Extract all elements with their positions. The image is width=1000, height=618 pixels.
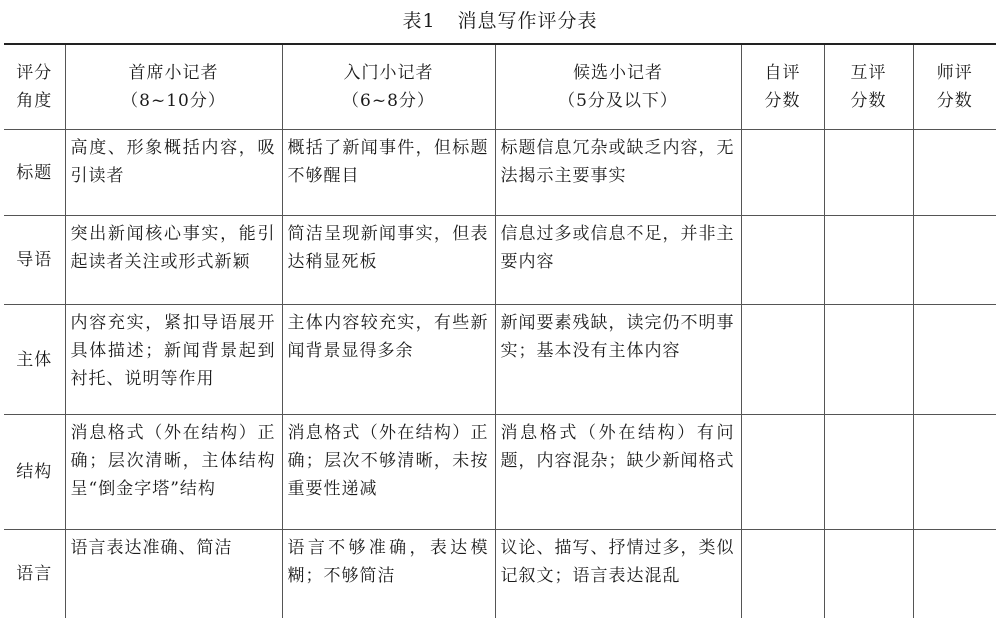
entry-criteria: 概括了新闻事件，但标题不够醒目 xyxy=(282,130,495,216)
table-row xyxy=(4,305,996,415)
header-chief-reporter: 首席小记者 （8~10分） xyxy=(65,44,282,130)
chief-criteria: 内容充实，紧扣导语展开具体描述；新闻背景起到衬托、说明等作用 xyxy=(65,305,282,415)
header-peer-score: 互评 分数 xyxy=(824,44,913,130)
chief-criteria: 语言表达准确、简洁 xyxy=(65,530,282,618)
header-self-score: 自评 分数 xyxy=(741,44,824,130)
table-row xyxy=(4,530,996,618)
table-row xyxy=(4,415,996,530)
teacher-score-cell xyxy=(913,415,996,530)
scoring-table xyxy=(4,43,996,618)
header-aspect: 评分 角度 xyxy=(4,44,65,130)
header-candidate-reporter: 候选小记者 （5分及以下） xyxy=(495,44,741,130)
teacher-score-cell xyxy=(913,305,996,415)
table-number: 表1 xyxy=(402,10,435,32)
teacher-score-cell xyxy=(913,130,996,216)
entry-criteria: 语言不够准确，表达模糊；不够简洁 xyxy=(282,530,495,618)
peer-score-cell xyxy=(824,305,913,415)
candidate-criteria: 消息格式（外在结构）有问题，内容混杂；缺少新闻格式 xyxy=(495,415,741,530)
peer-score-cell xyxy=(824,130,913,216)
row-aspect: 导语 xyxy=(4,216,65,305)
candidate-criteria: 标题信息冗杂或缺乏内容，无法揭示主要事实 xyxy=(495,130,741,216)
candidate-criteria: 议论、描写、抒情过多，类似记叙文；语言表达混乱 xyxy=(495,530,741,618)
entry-criteria: 消息格式（外在结构）正确；层次不够清晰，未按重要性递减 xyxy=(282,415,495,530)
peer-score-cell xyxy=(824,530,913,618)
self-score-cell xyxy=(741,130,824,216)
self-score-cell xyxy=(741,415,824,530)
chief-criteria: 消息格式（外在结构）正确；层次清晰，主体结构呈“倒金字塔”结构 xyxy=(65,415,282,530)
peer-score-cell xyxy=(824,216,913,305)
chief-criteria: 高度、形象概括内容，吸引读者 xyxy=(65,130,282,216)
header-teacher-score: 师评 分数 xyxy=(913,44,996,130)
row-aspect: 标题 xyxy=(4,130,65,216)
row-aspect: 结构 xyxy=(4,415,65,530)
candidate-criteria: 新闻要素残缺，读完仍不明事实；基本没有主体内容 xyxy=(495,305,741,415)
self-score-cell xyxy=(741,305,824,415)
table-caption xyxy=(0,6,1000,33)
self-score-cell xyxy=(741,216,824,305)
table-title: 消息写作评分表 xyxy=(458,10,598,32)
chief-criteria: 突出新闻核心事实，能引起读者关注或形式新颖 xyxy=(65,216,282,305)
entry-criteria: 简洁呈现新闻事实，但表达稍显死板 xyxy=(282,216,495,305)
self-score-cell xyxy=(741,530,824,618)
entry-criteria: 主体内容较充实，有些新闻背景显得多余 xyxy=(282,305,495,415)
candidate-criteria: 信息过多或信息不足，并非主要内容 xyxy=(495,216,741,305)
row-aspect: 语言 xyxy=(4,530,65,618)
header-row xyxy=(4,44,996,130)
teacher-score-cell xyxy=(913,530,996,618)
peer-score-cell xyxy=(824,415,913,530)
table-row xyxy=(4,130,996,216)
row-aspect: 主体 xyxy=(4,305,65,415)
header-entry-reporter: 入门小记者 （6~8分） xyxy=(282,44,495,130)
teacher-score-cell xyxy=(913,216,996,305)
table-row xyxy=(4,216,996,305)
